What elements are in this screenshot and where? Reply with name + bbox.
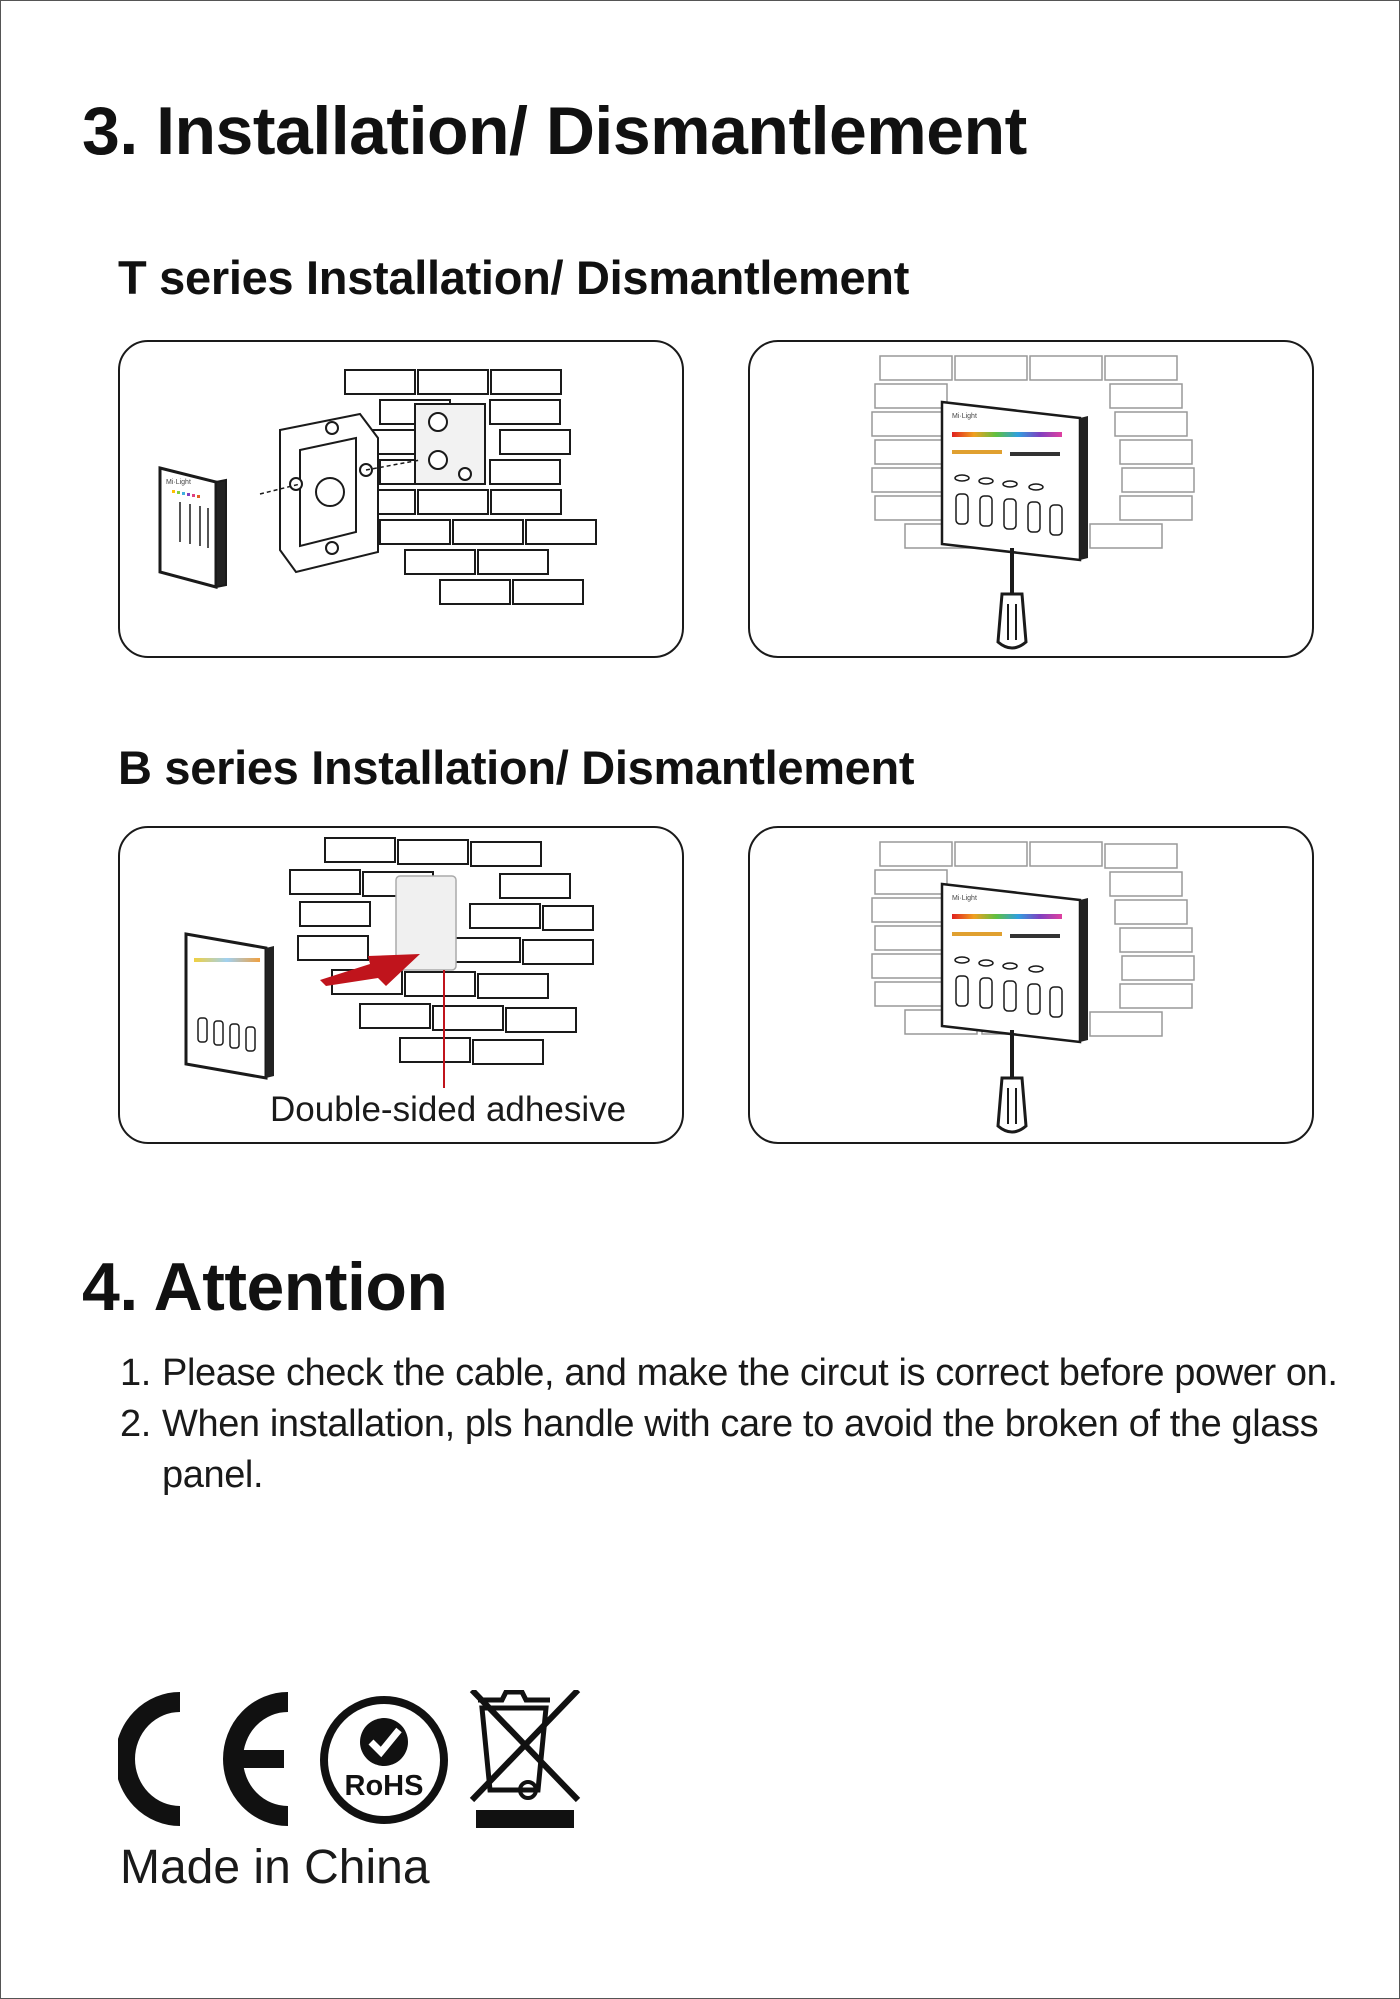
made-in-china: Made in China [120,1841,430,1894]
attention-item-number: 1. [120,1352,151,1394]
rohs-mark-icon [324,1700,444,1820]
attention-item-number: 2. [120,1403,151,1445]
adhesive-caption: Double-sided adhesive [270,1090,627,1129]
t-series-heading: T series Installation/ Dismantlement [118,251,910,304]
attention-list [120,1348,1350,1501]
svg-text:Mi·Light: Mi·Light [952,413,977,420]
weee-crossed-bin-icon [472,1690,578,1828]
svg-text:Mi·Light: Mi·Light [952,895,977,902]
section-4-title: 4. Attention [82,1249,448,1325]
ce-mark-icon [125,1702,288,1816]
svg-text:Mi·Light: Mi·Light [166,479,191,486]
svg-text:RoHS: RoHS [344,1770,424,1802]
t-series-dismantle-illustration [748,340,1314,658]
attention-item-text: When installation, pls handle with care to avoid the broken of the glass panel. [162,1403,1319,1496]
section-3-title: 3. Installation/ Dismantlement [82,93,1027,169]
attention-item [120,1399,1350,1501]
attention-item-text: Please check the cable, and make the circut is correct before power on. [162,1352,1338,1394]
b-series-heading: B series Installation/ Dismantlement [118,741,915,794]
b-series-install-illustration [118,826,684,1144]
attention-item [120,1348,1350,1399]
b-series-dismantle-illustration [748,826,1314,1144]
t-series-install-illustration [118,340,684,658]
certification-marks [118,1690,598,1845]
